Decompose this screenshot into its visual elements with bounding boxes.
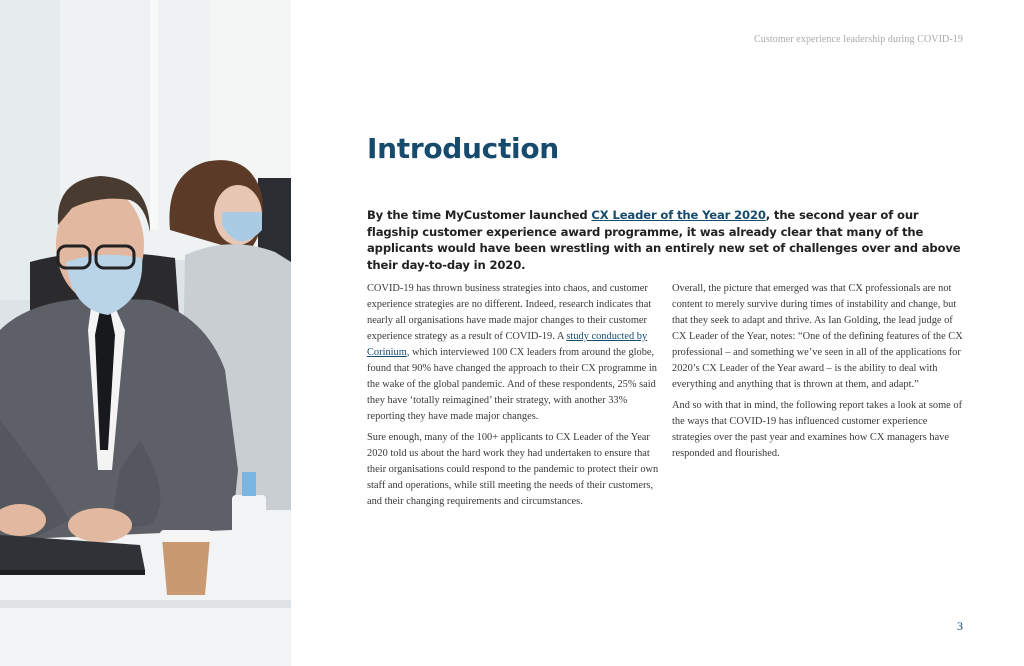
cx-leader-link[interactable]: CX Leader of the Year 2020: [591, 208, 766, 222]
corinium-study-link[interactable]: study conducted by Corinium: [367, 331, 648, 358]
lead-text-before: By the time MyCustomer launched: [367, 208, 592, 222]
page-content: [291, 0, 1024, 666]
left-p1-after: , which interviewed 100 CX leaders from around the globe, found that 90% have changed the approach to their CX programme in the wake of the global pandemic. And of these respondents, 25% said they have ‘totally reimagined’ their strategy, with another 33% reporting they have made major changes.: [367, 347, 657, 422]
right-paragraph-1: Overall, the picture that emerged was that CX professionals are not content to merely survive during times of instability and change, but that they seek to adapt and thrive. As Ian Golding, the lead judge of CX Leader of the Year, notes: “One of the defining features of the CX professional – and something we’ve seen in all of the applications for 2020’s CX Leader of the Year award – is the ability to deal with everything and anything that is thrown at them, and adapt.”: [672, 283, 963, 390]
left-paragraph-1: [367, 281, 659, 425]
page-number: 3: [957, 619, 963, 633]
left-paragraph-2: Sure enough, many of the 100+ applicants to CX Leader of the Year 2020 told us about the hard work they had undertaken to ensure that their organisations could respond to the pandemic to protect their own staff and operations, while still meeting the needs of their customers, and their changing requirements and circumstances.: [367, 432, 659, 507]
office-photo: [0, 0, 291, 666]
left-column: [367, 281, 659, 515]
left-p1-before: COVID-19 has thrown business strategies into chaos, and customer experience strategies are no different. Indeed, research indicates that nearly all organisations have made major changes to their customer experience strategy as a result of COVID-19. A: [367, 283, 652, 342]
page-title: Introduction: [367, 132, 559, 165]
lead-text-after: , the second year of our flagship customer experience award programme, it was already clear that many of the applicants would have been wrestling with an entirely new set of challenges over and above their day-to-day in 2020.: [367, 208, 961, 272]
running-header: Customer experience leadership during COVID-19: [754, 34, 963, 45]
lead-paragraph: [367, 207, 967, 273]
right-column: [672, 281, 964, 467]
photo-illustration: [0, 0, 291, 666]
right-paragraph-2: And so with that in mind, the following report takes a look at some of the ways that COVID-19 has influenced customer experience strategies over the past year and examines how CX managers have responded and flourished.: [672, 400, 963, 459]
